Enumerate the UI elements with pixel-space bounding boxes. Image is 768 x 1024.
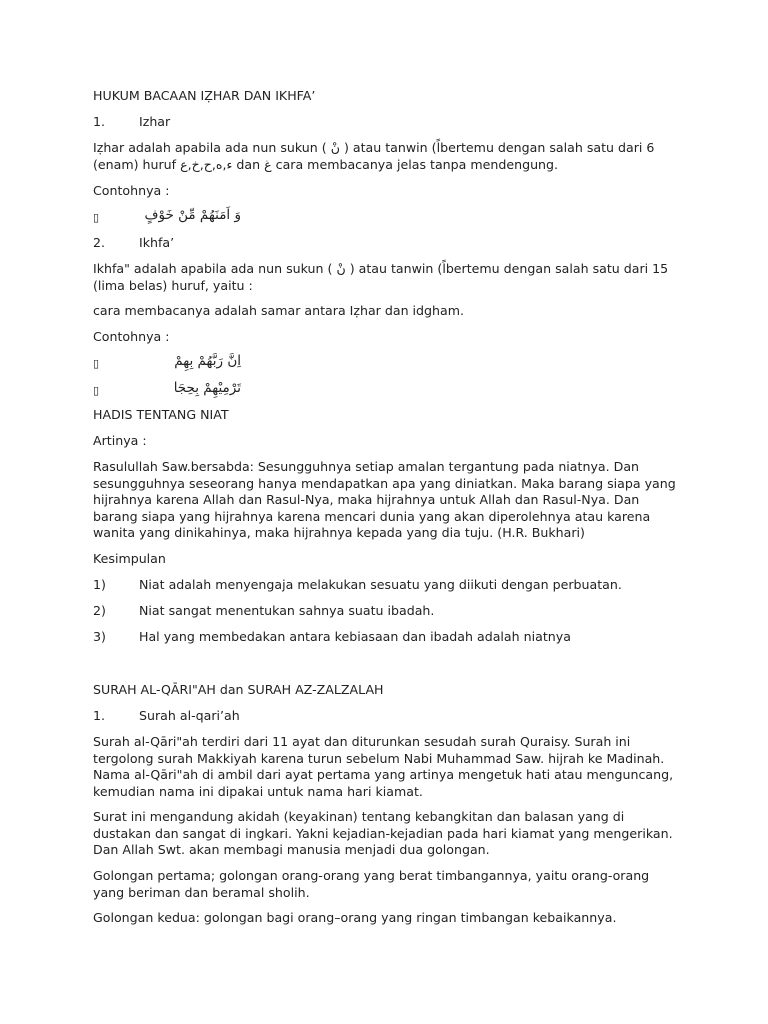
point-2-number: 2) bbox=[93, 603, 106, 618]
bullet-glyph-2: ▯ bbox=[93, 357, 100, 370]
qariah-paragraph-4: Golongan kedua: golongan bagi orang–orang yang ringan timbangan kebaikannya. bbox=[93, 910, 617, 925]
heading-izhar-ikhfa: HUKUM BACAAN IẒHAR DAN IKHFA’ bbox=[93, 88, 316, 103]
ikhfa-def-part-a: Ikhfa" adalah apabila ada nun sukun ( bbox=[93, 261, 333, 276]
point-1-number: 1) bbox=[93, 577, 106, 592]
heading-surah-qariah-zalzalah: SURAH AL-QĀRI"AH dan SURAH AZ-ZALZALAH bbox=[93, 682, 384, 697]
izhar-nun-sukun: نْ bbox=[330, 140, 340, 155]
ikhfa-number: 2. bbox=[93, 235, 106, 250]
qariah-number: 1. bbox=[93, 708, 106, 723]
izhar-def-part-a: Iẓhar adalah apabila ada nun sukun ( bbox=[93, 140, 327, 155]
ikhfa-example-1: اِنَّ رَبَّهُمْ بِهِمْ bbox=[174, 353, 241, 369]
heading-hadis-niat: HADIS TENTANG NIAT bbox=[93, 407, 229, 422]
izhar-def-part-d: dan bbox=[232, 156, 265, 172]
izhar-definition bbox=[93, 140, 683, 173]
izhar-tanwin: اً bbox=[436, 140, 441, 155]
izhar-example-1: وَ اَمَنَهُمْ مِّنْ خَوْفٍ bbox=[144, 207, 241, 223]
ikhfa-def-part-b: ) atau tanwin ( bbox=[349, 261, 443, 276]
izhar-def-part-c: bertemu dengan salah satu dari 6 (enam) huruf bbox=[93, 140, 655, 172]
ikhfa-nun-sukun: نْ bbox=[336, 261, 346, 276]
kesimpulan-label: Kesimpulan bbox=[93, 551, 166, 566]
qariah-paragraph-2: Surat ini mengandung akidah (keyakinan) tentang kebangkitan dan balasan yang di dustakan dan sangat di ingkari. Yakni kejadian-kejadian pada hari kiamat yang mengerikan. Dan Allah Swt. akan membagi manusia menjadi dua golongan. bbox=[93, 809, 673, 857]
izhar-def-part-e: cara membacanya jelas tanpa mendengung. bbox=[271, 156, 559, 172]
ikhfa-how-to-read: cara membacanya adalah samar antara Iẓhar dan idgham. bbox=[93, 303, 465, 318]
point-2-text: Niat sangat menentukan sahnya suatu ibadah. bbox=[139, 603, 435, 618]
point-1-text: Niat adalah menyengaja melakukan sesuatu yang diikuti dengan perbuatan. bbox=[139, 577, 622, 592]
point-3-text: Hal yang membedakan antara kebiasaan dan ibadah adalah niatnya bbox=[139, 629, 571, 644]
ikhfa-def-part-c: bertemu dengan salah satu dari 15 (lima belas) huruf, yaitu : bbox=[93, 261, 669, 293]
hadis-translation: Rasulullah Saw.bersabda: Sesungguhnya setiap amalan tergantung pada niatnya. Dan sesungguhnya seseorang hanya mendapatkan apa yang diniatkan. Maka barang siapa yang hijrahnya karena Allah dan Rasul-Nya, maka hijrahnya untuk Allah dan Rasul-Nya. Dan barang siapa yang hijrahnya karena mencari dunia yang akan diperolehnya atau karena wanita yang dinikahinya, maka hijrahnya kepada yang dia tuju. (H.R. Bukhari) bbox=[93, 459, 676, 540]
ikhfa-tanwin: اً bbox=[442, 261, 446, 276]
qariah-paragraph-3: Golongan pertama; golongan orang-orang yang berat timbangannya, yaitu orang-orang yang beriman dan beramal sholih. bbox=[93, 868, 650, 900]
qariah-label: Surah al-qari’ah bbox=[139, 708, 240, 723]
izhar-def-part-b: ) atau tanwin ( bbox=[343, 140, 437, 155]
izhar-example-label: Contohnya : bbox=[93, 183, 170, 198]
izhar-number: 1. bbox=[93, 114, 106, 129]
ikhfa-example-2: تَرْمِيْهِمْ بِحِجَا bbox=[173, 380, 241, 396]
izhar-label: Izhar bbox=[139, 114, 171, 129]
qariah-paragraph-1: Surah al-Qāri"ah terdiri dari 11 ayat dan diturunkan sesudah surah Quraisy. Surah ini tergolong surah Makkiyah karena turun sebelum Nabi Muhammad Saw. hijrah ke Madinah. Nama al-Qāri"ah di ambil dari ayat pertama yang artinya mengetuk hati atau menguncang, kemudian nama ini dipakai untuk nama hari kiamat. bbox=[93, 734, 674, 799]
bullet-glyph-1: ▯ bbox=[93, 211, 100, 224]
bullet-glyph-3: ▯ bbox=[93, 384, 100, 397]
ikhfa-example-label: Contohnya : bbox=[93, 329, 170, 344]
ikhfa-label: Ikhfa’ bbox=[139, 235, 175, 250]
izhar-letters: ء,ه,ح,خ,ع bbox=[180, 156, 233, 172]
hadis-artinya-label: Artinya : bbox=[93, 433, 147, 448]
point-3-number: 3) bbox=[93, 629, 106, 644]
izhar-ghain: غ bbox=[264, 156, 272, 172]
ikhfa-definition bbox=[93, 261, 683, 294]
